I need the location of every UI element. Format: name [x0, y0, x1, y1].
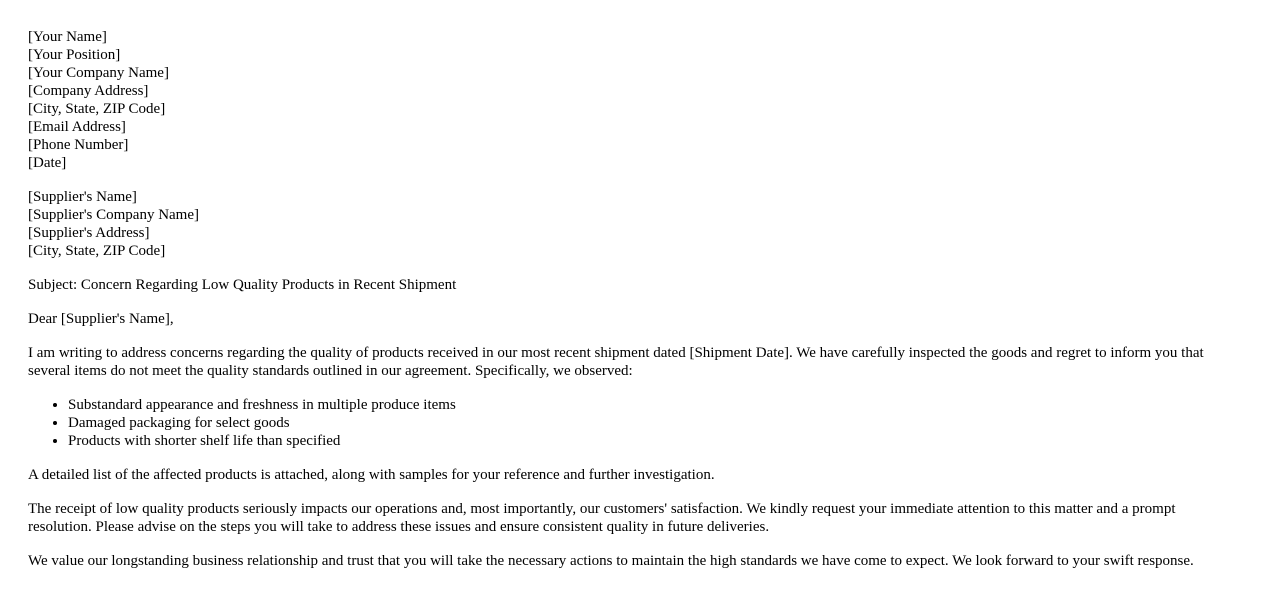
- sender-address-block: [28, 28, 1238, 172]
- recipient-address: [Supplier's Address]: [28, 225, 150, 241]
- recipient-name: [Supplier's Name]: [28, 189, 137, 205]
- sender-email: [Email Address]: [28, 119, 126, 135]
- sender-phone: [Phone Number]: [28, 137, 129, 153]
- recipient-address-block: [28, 188, 1238, 260]
- letter-document: [28, 28, 1238, 570]
- sender-company: [Your Company Name]: [28, 65, 169, 81]
- closing-paragraph: We value our longstanding business relationship and trust that you will take the necessary actions to maintain the high standards we have come to expect. We look forward to your swift response.: [28, 553, 1194, 569]
- salutation: Dear [Supplier's Name],: [28, 311, 174, 327]
- sender-company-address: [Company Address]: [28, 83, 149, 99]
- list-item: • Damaged packaging for select goods: [68, 414, 1238, 432]
- issues-list: [28, 396, 1238, 450]
- recipient-company: [Supplier's Company Name]: [28, 207, 200, 223]
- sender-position: [Your Position]: [28, 47, 121, 63]
- sender-name: [Your Name]: [28, 29, 107, 45]
- list-item: • Products with shorter shelf life than specified: [68, 432, 1238, 450]
- impact-paragraph: The receipt of low quality products seriously impacts our operations and, most importantly, our customers' satisfaction. We kindly request your immediate attention to this matter and a prompt resolution. Please advise on the steps you will take to address these issues and ensure consistent quality in future deliveries.: [28, 501, 1176, 535]
- subject-line: Subject: Concern Regarding Low Quality Products in Recent Shipment: [28, 277, 457, 293]
- letter-date: [Date]: [28, 155, 67, 171]
- sender-city-state-zip: [City, State, ZIP Code]: [28, 101, 166, 117]
- list-item: • Substandard appearance and freshness in multiple produce items: [68, 396, 1238, 414]
- recipient-city-state-zip: [City, State, ZIP Code]: [28, 243, 166, 259]
- intro-paragraph: I am writing to address concerns regarding the quality of products received in our most recent shipment dated [Shipment Date]. We have carefully inspected the goods and regret to inform you that several items do not meet the quality standards outlined in our agreement. Specifically, we observed:: [28, 345, 1204, 379]
- attachment-paragraph: A detailed list of the affected products is attached, along with samples for your reference and further investigation.: [28, 467, 715, 483]
